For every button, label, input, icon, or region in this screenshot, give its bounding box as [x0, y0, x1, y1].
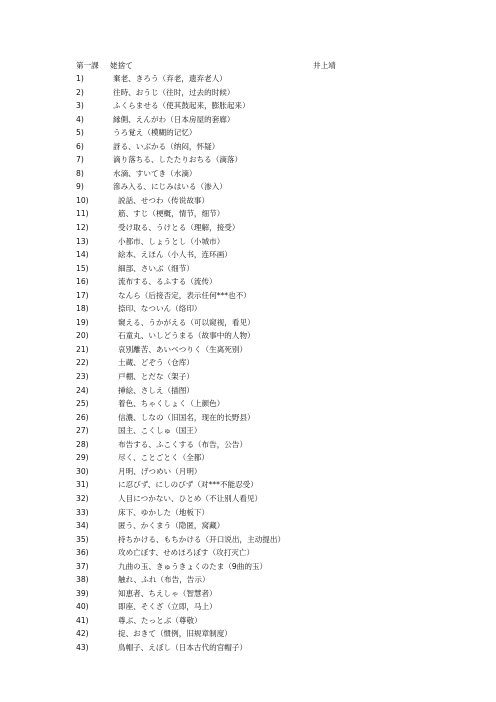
vocab-item-text: 水滴、すいてき（水滴） [113, 168, 197, 178]
vocab-item-number: 2) [76, 87, 84, 97]
vocab-item-text: 尽く、ことごとく（全都） [118, 453, 209, 463]
vocab-item-number: 12) [76, 223, 89, 233]
vocab-item [76, 262, 396, 276]
vocab-item [76, 587, 396, 601]
vocab-item-text: 月明、げつめい（月明） [118, 466, 202, 476]
vocab-item [76, 289, 396, 303]
vocab-item-text: 滴り落ちる、したたりおちる（滴落） [113, 155, 243, 165]
vocab-item-text: 即座、そくざ（立即，马上） [118, 602, 217, 612]
vocab-item-number: 39) [76, 588, 89, 598]
vocab-item-text: 石童丸、いしどうまる（故事中的人物） [118, 331, 255, 341]
vocab-item-text: 棄老、きろう（弃老，遗弃老人） [113, 74, 227, 83]
vocab-item-number: 21) [76, 344, 89, 354]
vocabulary-list [76, 72, 396, 655]
vocab-item-number: 24) [76, 385, 89, 395]
vocab-item-number: 43) [76, 642, 89, 652]
vocab-item [76, 167, 396, 181]
vocab-item [76, 573, 396, 587]
vocab-item [76, 600, 396, 614]
vocab-item-text: 人目につかない、ひとめ（不让别人看见） [118, 493, 263, 503]
vocab-item-text: なんら（后接否定，表示任何***也不） [118, 290, 251, 300]
vocab-item [76, 275, 396, 289]
vocab-item-text: 説話、せつわ（传说故事） [118, 195, 210, 205]
vocab-item-text: 捺印、なついん（络印） [118, 304, 202, 314]
vocab-item-number: 4) [76, 114, 84, 124]
vocab-item-text: 鳥帽子、えぼし（日本古代的官帽子） [118, 642, 248, 652]
vocab-item [76, 343, 396, 357]
vocab-item [76, 465, 396, 479]
vocab-item-text: 受け取る、うけとる（理解，接受） [118, 223, 240, 233]
vocab-item-text: 訝る、いぶかる（纳闷，怀疑） [113, 141, 220, 151]
vocab-item-number: 34) [76, 521, 89, 531]
vocab-item-number: 25) [76, 399, 89, 409]
vocab-item-number: 13) [76, 236, 89, 246]
vocab-item [76, 302, 396, 316]
vocab-item-text: うろ覚え（模糊的记忆） [113, 128, 197, 138]
vocab-item-text: 小都市、しょうとし（小城市） [118, 236, 225, 246]
vocab-item [76, 519, 396, 533]
vocab-item-number: 15) [76, 263, 89, 273]
vocab-item [76, 641, 396, 655]
vocab-item-number: 27) [76, 426, 89, 436]
vocab-item-number: 33) [76, 507, 89, 517]
vocab-item-number: 5) [76, 128, 84, 138]
vocab-item-number: 11) [76, 209, 89, 219]
vocab-item-text: 細部、さいぶ（细节） [118, 263, 194, 273]
vocab-item [76, 506, 396, 520]
vocab-item [76, 438, 396, 452]
vocab-item [76, 221, 396, 235]
vocab-item-number: 29) [76, 453, 89, 463]
vocab-item-text: 往時、おうじ（往时，过去的时候） [113, 87, 235, 97]
vocab-item [76, 411, 396, 425]
vocab-item-text: 哀別離苦、あいべつりく（生离死别） [118, 344, 248, 354]
author-name: 井上靖 [313, 61, 336, 70]
vocab-item-number: 17) [76, 290, 89, 300]
vocab-item [76, 329, 396, 343]
vocab-item-text: 戸棚、とだな（架子） [118, 372, 194, 382]
vocab-item-number: 23) [76, 372, 89, 382]
vocab-item [76, 560, 396, 574]
vocab-item-number: 3) [76, 101, 84, 111]
vocab-item-text: 持ちかける、もちかける（开口说出，主动提出） [118, 534, 286, 544]
vocab-item-text: 窺える、うかがえる（可以窥视，看见） [118, 317, 255, 327]
vocab-item-text: 匿う、かくまう（隐匿，窝藏） [118, 521, 225, 531]
vocab-item-text: 掟、おきて（惯例，旧规章制度） [118, 629, 232, 639]
vocab-item-number: 1) [76, 74, 84, 83]
lesson-number: 第一課 [76, 61, 99, 70]
vocab-item-number: 32) [76, 493, 89, 503]
vocab-item-text: 床下、ゆかした（地板下） [118, 507, 210, 517]
vocab-item-number: 20) [76, 331, 89, 341]
vocab-item-number: 6) [76, 141, 84, 151]
vocab-item-text: 触れ、ふれ（布告，告示） [118, 575, 210, 585]
vocab-item [76, 478, 396, 492]
vocab-item-text: 絵本、えほん（小人书，连环画） [118, 250, 232, 260]
vocab-item [76, 492, 396, 506]
vocab-item-text: 信濃、しなの（旧国名，现在的长野县） [118, 412, 255, 422]
vocab-item [76, 99, 396, 113]
vocab-item-text: 九曲の玉、きゅうきょくのたま（9曲的玉） [118, 561, 268, 571]
vocab-item-number: 19) [76, 317, 89, 327]
vocab-item-text: 攻め亡ぼす、せめほろぼす（攻打灭亡） [118, 548, 255, 558]
vocab-item-number: 10) [76, 195, 89, 205]
vocab-item [76, 546, 396, 560]
vocab-item-text: 挿絵、さしえ（插图） [118, 385, 194, 395]
vocab-item-number: 31) [76, 480, 89, 490]
lesson-title: 姥捨て [110, 61, 133, 70]
vocab-item-number: 41) [76, 615, 89, 625]
vocab-item-number: 37) [76, 561, 89, 571]
vocab-item [76, 627, 396, 641]
vocab-item [76, 86, 396, 100]
vocab-item [76, 397, 396, 411]
vocab-item [76, 451, 396, 465]
vocab-item-number: 22) [76, 358, 89, 368]
vocab-item-text: に忍びず、にしのびず（对***不能忍受） [118, 480, 258, 490]
vocab-item [76, 194, 396, 208]
vocab-item-text: ふくらませる（使其鼓起来，膨胀起来） [113, 101, 250, 111]
vocab-item-number: 7) [76, 155, 84, 165]
vocab-item-number: 35) [76, 534, 89, 544]
vocab-item-number: 28) [76, 439, 89, 449]
vocab-item [76, 424, 396, 438]
vocab-item [76, 126, 396, 140]
vocab-item-number: 26) [76, 412, 89, 422]
vocab-item-number: 8) [76, 168, 84, 178]
vocab-item-text: 流布する、るふする（流传） [118, 277, 217, 287]
vocab-item [76, 153, 396, 167]
vocab-item [76, 614, 396, 628]
vocab-item-number: 18) [76, 304, 89, 314]
vocab-item-text: 着色、ちゃくしょく（上颜色） [118, 399, 225, 409]
vocab-item [76, 207, 396, 221]
vocab-item-number: 38) [76, 575, 89, 585]
vocab-item [76, 356, 396, 370]
vocab-item-number: 30) [76, 466, 89, 476]
vocab-item [76, 180, 396, 194]
vocab-item-text: 滲み入る、にじみはいる（渗入） [113, 182, 227, 192]
vocab-item-number: 9) [76, 182, 84, 192]
vocab-item [76, 72, 396, 86]
vocab-item [76, 384, 396, 398]
vocab-item-text: 布告する、ふこくする（布告，公告） [118, 439, 248, 449]
vocab-item [76, 113, 396, 127]
vocab-item [76, 140, 396, 154]
vocab-item-text: 尊ぶ、たっとぶ（尊敬） [118, 615, 202, 625]
vocab-item-text: 筋、すじ（梗概，情节，细节） [118, 209, 225, 219]
vocab-item-number: 16) [76, 277, 89, 287]
vocab-item [76, 248, 396, 262]
vocab-item [76, 316, 396, 330]
vocab-item-number: 42) [76, 629, 89, 639]
vocab-item [76, 370, 396, 384]
vocab-item-number: 40) [76, 602, 89, 612]
vocab-item-text: 縁側、えんがわ（日本房屋的套廊） [113, 114, 235, 124]
vocab-item [76, 235, 396, 249]
vocab-item-number: 36) [76, 548, 89, 558]
vocab-item-text: 知恵者、ちえしゃ（智慧者） [118, 588, 217, 598]
document-header [76, 60, 356, 72]
vocab-item-text: 土蔵、どぞう（仓库） [118, 358, 194, 368]
vocab-item-text: 国主、こくしゅ（国王） [118, 426, 202, 436]
vocab-item [76, 533, 396, 547]
vocab-item-number: 14) [76, 250, 89, 260]
